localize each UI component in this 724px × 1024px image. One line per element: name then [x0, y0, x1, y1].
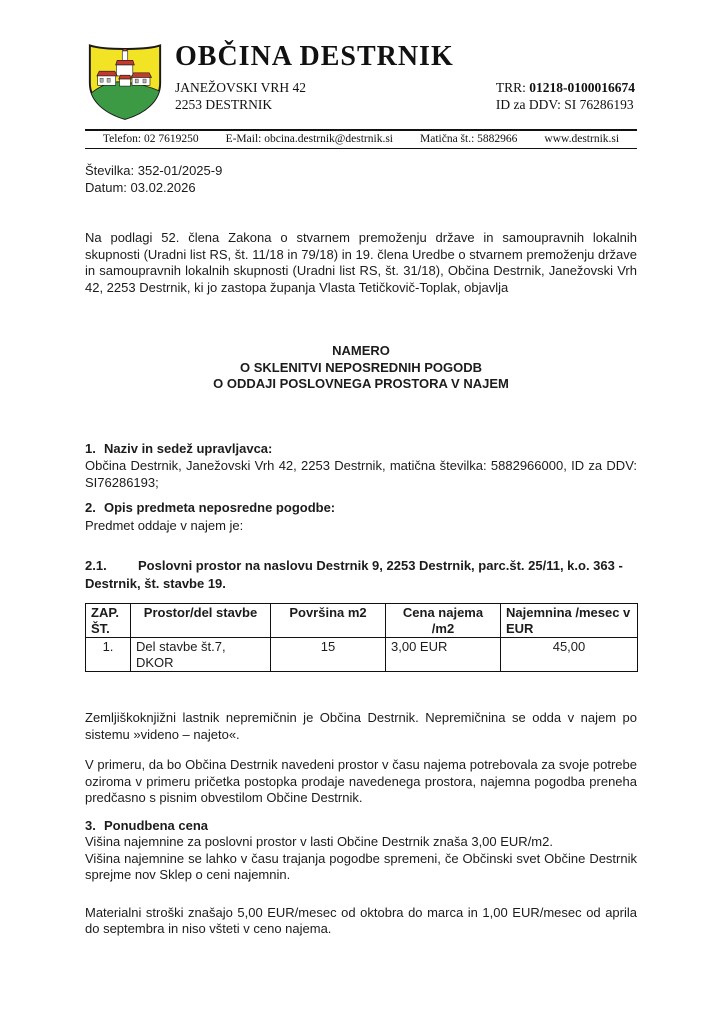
contact-email: E-Mail: obcina.destrnik@destrnik.si [225, 133, 393, 145]
section-2-1-title: Poslovni prostor na naslovu Destrnik 9, 2253 Destrnik, parc.št. 25/11, k.o. 363 - Destrnik, št. stavbe 19. [85, 558, 623, 591]
doc-title-line2: O SKLENITVI NEPOSREDNIH POGODB [240, 359, 482, 375]
contact-reg-no: Matična št.: 5882966 [420, 133, 518, 145]
paragraph-owner: Zemljiškoknjižni lastnik nepremičnin je Občina Destrnik. Nepremičnina se odda v najem po sistemu »videno – najeto«. [85, 710, 637, 742]
contact-bar [85, 129, 637, 149]
section-2-heading [85, 500, 637, 517]
paragraph-termination: V primeru, da bo Občina Destrnik navedeni prostor v času najema potrebovala za svoje potrebe oziroma v primeru pričetka postopka prodaje navedenega prostora, najemna pogodba preneha predčasno s pisnim obvestilom Občine Destrnik. [85, 757, 637, 805]
section-3-line1: Višina najemnine za poslovni prostor v lasti Občine Destrnik znaša 3,00 EUR/m2. [85, 834, 553, 849]
doc-meta [85, 162, 637, 196]
section-3-heading [85, 818, 637, 835]
coat-of-arms-icon [85, 40, 165, 122]
org-address-line2: 2253 DESTRNIK [175, 97, 273, 112]
section-3-body [85, 834, 637, 884]
doc-number: Številka: 352-01/2025-9 [85, 163, 223, 178]
table-cell-najemnina: 45,00 [501, 638, 638, 672]
letterhead-text [175, 40, 637, 113]
table-cell-prostor: Del stavbe št.7, DKOR [131, 638, 271, 672]
letterhead [85, 40, 637, 122]
trr-label: TRR: [495, 80, 530, 95]
section-1-body: Občina Destrnik, Janežovski Vrh 42, 2253 Destrnik, matična številka: 5882966000, ID za DDV: SI76286193; [85, 458, 637, 490]
paragraph-costs: Materialni stroški znašajo 5,00 EUR/mesec od oktobra do marca in 1,00 EUR/mesec od aprila do septembra in niso všteti v ceno najema. [85, 904, 637, 936]
section-1-title: Naziv in sedež upravljavca: [104, 440, 273, 456]
section-3-title: Ponudbena cena [104, 817, 209, 833]
doc-title-line1: NAMERO [332, 343, 390, 358]
doc-date: Datum: 03.02.2026 [85, 180, 196, 195]
section-3-number: 3. [85, 817, 96, 833]
table-header-zap-st: ZAP. ŠT. [86, 604, 131, 638]
section-2-number: 2. [85, 500, 96, 515]
table-header-povrsina: Površina m2 [271, 604, 386, 638]
table-header-prostor: Prostor/del stavbe [131, 604, 271, 638]
table-header-najemnina: Najemnina /mesec v EUR [501, 604, 638, 638]
rental-table [85, 603, 638, 672]
table-cell-cena: 3,00 EUR [386, 638, 501, 672]
doc-title [85, 343, 637, 393]
vat-line: ID za DDV: SI 76286193 [495, 97, 634, 112]
table-row [86, 638, 638, 672]
table-header-cena: Cena najema /m2 [386, 604, 501, 638]
section-3-line2: Višina najemnine se lahko v času trajanja pogodbe spremeni, če Občinski svet Občine Destrnik sprejme nov Sklep o ceni najemnin. [85, 850, 637, 882]
org-address [175, 79, 306, 113]
table-header-row [86, 604, 638, 638]
contact-website: www.destrnik.si [544, 133, 620, 145]
org-address-line1: JANEŽOVSKI VRH 42 [175, 80, 307, 95]
trr-line [496, 79, 635, 96]
org-ids [496, 79, 635, 113]
table-cell-zap-st: 1. [86, 638, 131, 672]
section-1-heading [85, 441, 637, 458]
trr-value: 01218-0100016674 [529, 80, 635, 95]
org-name: OBČINA DESTRNIK [175, 41, 454, 72]
section-2-body: Predmet oddaje v najem je: [85, 517, 244, 533]
intro-paragraph: Na podlagi 52. člena Zakona o stvarnem premoženju države in samoupravnih lokalnih skupnosti (Uradni list RS, št. 11/18 in 79/18) in 19. člena Uredbe o stvarnem premoženju države in samoupravnih lokalnih skupnosti (Uradni list RS, št. 31/18), Občina Destrnik, Janežovski Vrh 42, 2253 Destrnik, ki jo zastopa županja Vlasta Tetičkovič-Toplak, objavlja [85, 230, 637, 295]
doc-title-line3: O ODDAJI POSLOVNEGA PROSTORA V NAJEM [213, 376, 509, 391]
section-2-1-heading [85, 557, 637, 593]
table-cell-povrsina: 15 [271, 638, 386, 672]
section-2-title: Opis predmeta neposredne pogodbe: [104, 500, 336, 515]
contact-phone: Telefon: 02 7619250 [102, 133, 199, 145]
section-2-1-number: 2.1. [85, 558, 107, 573]
section-1-number: 1. [85, 440, 96, 456]
